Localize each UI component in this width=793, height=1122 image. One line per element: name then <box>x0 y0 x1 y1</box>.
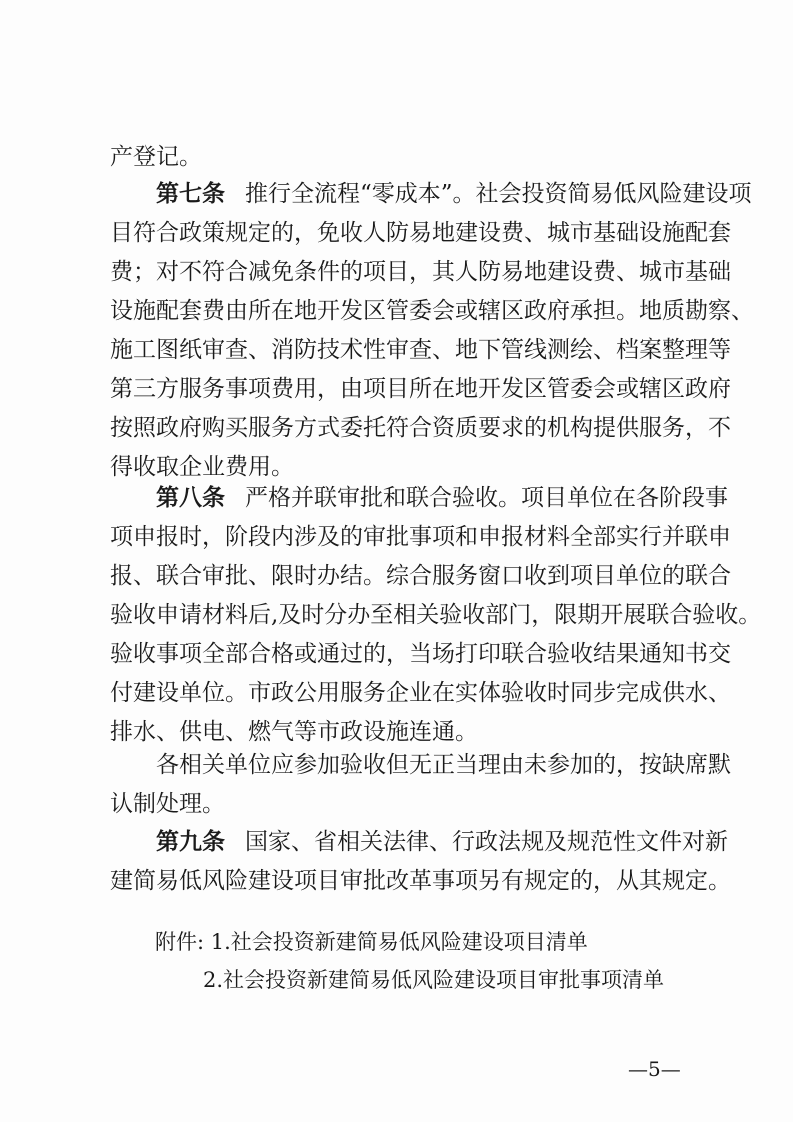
text-line: 设施配套费由所在地开发区管委会或辖区政府承担。地质勘察、 <box>110 298 754 324</box>
text-line: 各相关单位应参加验收但无正当理由未参加的，按缺席默 <box>156 752 731 778</box>
text-line: 认制处理。 <box>110 791 225 817</box>
text-line: 第三方服务事项费用，由项目所在地开发区管委会或辖区政府 <box>110 376 731 402</box>
text-line: 国家、省相关法律、行政法规及规范性文件对新 <box>245 829 728 855</box>
text-line: 费；对不符合减免条件的项目，其人防易地建设费、城市基础 <box>110 259 731 285</box>
article-9-heading: 第九条 <box>156 828 225 855</box>
text-line: 建简易低风险建设项目审批改革事项另有规定的，从其规定。 <box>110 868 731 894</box>
text-line: 推行全流程“零成本”。社会投资简易低风险建设项 <box>245 181 752 207</box>
text-line: 项申报时，阶段内涉及的审批事项和申报材料全部实行并联申 <box>110 524 731 550</box>
article-8-first-line <box>156 481 728 515</box>
text-line: 按照政府购买服务方式委托符合资质要求的机构提供服务，不 <box>110 415 731 441</box>
article-7-heading: 第七条 <box>156 180 225 207</box>
article-7-first-line <box>156 177 752 211</box>
attachment-item-1: 附件: 1.社会投资新建简易低风险建设项目清单 <box>155 930 588 954</box>
text-line: 施工图纸审查、消防技术性审查、地下管线测绘、档案整理等 <box>110 337 731 363</box>
text-line: 验收事项全部合格或通过的，当场打印联合验收结果通知书交 <box>110 641 731 667</box>
attachment-item-2: 2.社会投资新建简易低风险建设项目审批事项清单 <box>203 968 665 992</box>
text-line: 排水、供电、燃气等市政设施连通。 <box>110 719 478 745</box>
text-line: 付建设单位。市政公用服务企业在实体验收时同步完成供水、 <box>110 680 731 706</box>
text-line: 目符合政策规定的，免收人防易地建设费、城市基础设施配套 <box>110 220 731 246</box>
text-line: 得收取企业费用。 <box>110 454 294 480</box>
text-line: 验收申请材料后,及时分办至相关验收部门，限期开展联合验收。 <box>110 602 762 628</box>
article-8-heading: 第八条 <box>156 484 225 511</box>
page-number: —5— <box>628 1057 681 1081</box>
text-line: 严格并联审批和联合验收。项目单位在各阶段事 <box>245 485 728 511</box>
article-9-first-line <box>156 825 728 859</box>
text-line: 报、联合审批、限时办结。综合服务窗口收到项目单位的联合 <box>110 563 731 589</box>
text-line: 产登记。 <box>110 144 202 170</box>
